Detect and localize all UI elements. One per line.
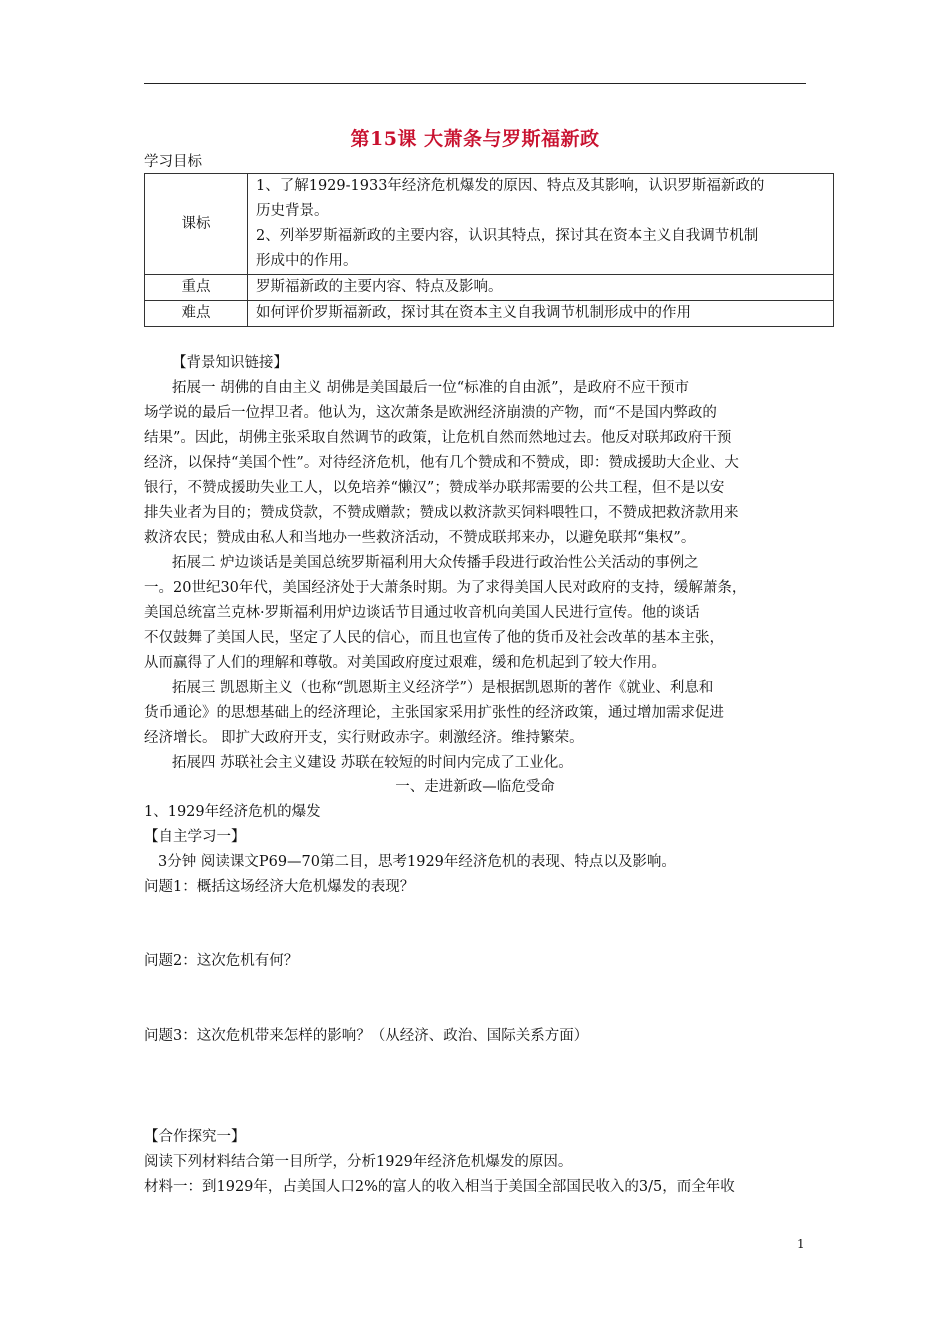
background-line: 拓展二 炉边谈话是美国总统罗斯福利用大众传播手段进行政治性公关活动的事例之 bbox=[172, 555, 699, 571]
material-1: 材料一：到1929年，占美国人口2%的富人的收入相当于美国全部国民收入的3/5，而全年收 bbox=[144, 1179, 735, 1195]
background-line: 银行，不赞成援助失业工人，以免培养“懒汉”；赞成举办联邦需要的公共工程，但不是以安 bbox=[144, 480, 725, 496]
background-line: 一。20世纪30年代，美国经济处于大萧条时期。为了求得美国人民对政府的支持，缓解萧条， bbox=[144, 580, 747, 596]
goals-key-curriculum: 课标 bbox=[145, 174, 248, 275]
page-number: 1 bbox=[797, 1237, 805, 1251]
background-line: 经济，以保持“美国个性”。对待经济危机，他有几个赞成和不赞成，即：赞成援助大企业、大 bbox=[144, 455, 739, 471]
background-line: 经济增长。 即扩大政府开支，实行财政赤字。刺激经济。维持繁荣。 bbox=[144, 730, 584, 746]
goals-value-focus: 罗斯福新政的主要内容、特点及影响。 bbox=[248, 275, 834, 301]
self-study-instruction: 3分钟 阅读课文P69—70第二目，思考1929年经济危机的表现、特点以及影响。 bbox=[158, 854, 676, 870]
question-1: 问题1：概括这场经济大危机爆发的表现？ bbox=[144, 879, 415, 895]
cooperative-heading: 【合作探究一】 bbox=[144, 1129, 246, 1145]
background-line: 救济农民；赞成由私人和当地办一些救济活动，不赞成联邦来办，以避免联邦“集权”。 bbox=[144, 530, 696, 546]
goals-key-difficulty: 难点 bbox=[145, 301, 248, 327]
table-cell-line: 2、列举罗斯福新政的主要内容，认识其特点，探讨其在资本主义自我调节机制 bbox=[256, 228, 759, 244]
table-cell-line: 历史背景。 bbox=[256, 203, 329, 219]
background-line: 美国总统富兰克林·罗斯福利用炉边谈话节目通过收音机向美国人民进行宣传。他的谈话 bbox=[144, 605, 700, 621]
section-heading: 一、走进新政—临危受命 bbox=[395, 779, 555, 795]
background-line: 拓展四 苏联社会主义建设 苏联在较短的时间内完成了工业化。 bbox=[172, 755, 573, 771]
background-heading: 【背景知识链接】 bbox=[172, 355, 288, 371]
table-row bbox=[145, 174, 834, 275]
background-line: 货币通论》的思想基础上的经济理论，主张国家采用扩张性的经济政策，通过增加需求促进 bbox=[144, 705, 724, 721]
table-row bbox=[145, 275, 834, 301]
background-line: 排失业者为目的；赞成贷款，不赞成赠款；赞成以救济款买饲料喂牲口，不赞成把救济款用来 bbox=[144, 505, 739, 521]
subsection-heading: 1、1929年经济危机的爆发 bbox=[144, 804, 321, 820]
question-3: 问题3：这次危机带来怎样的影响？（从经济、政治、国际关系方面） bbox=[144, 1028, 589, 1044]
background-line: 拓展一 胡佛的自由主义 胡佛是美国最后一位“标准的自由派”，是政府不应干预市 bbox=[172, 380, 690, 396]
cooperative-instruction: 阅读下列材料结合第一目所学，分析1929年经济危机爆发的原因。 bbox=[144, 1154, 573, 1170]
goals-value-difficulty: 如何评价罗斯福新政，探讨其在资本主义自我调节机制形成中的作用 bbox=[248, 301, 834, 327]
table-cell-line: 1、了解1929-1933年经济危机爆发的原因、特点及其影响，认识罗斯福新政的 bbox=[256, 178, 765, 194]
goals-table bbox=[144, 173, 834, 327]
goals-value-curriculum bbox=[248, 174, 834, 275]
self-study-heading: 【自主学习一】 bbox=[144, 829, 246, 845]
background-line: 从而赢得了人们的理解和尊敬。对美国政府度过艰难，缓和危机起到了较大作用。 bbox=[144, 655, 666, 671]
background-line: 拓展三 凯恩斯主义（也称“凯恩斯主义经济学”）是根据凯恩斯的著作《就业、利息和 bbox=[172, 680, 714, 696]
table-cell-line: 形成中的作用。 bbox=[256, 253, 358, 269]
background-line: 不仅鼓舞了美国人民，坚定了人民的信心，而且也宣传了他的货币及社会改革的基本主张， bbox=[144, 630, 724, 646]
header-rule bbox=[144, 83, 806, 84]
question-2: 问题2：这次危机有何？ bbox=[144, 953, 299, 969]
goals-heading: 学习目标 bbox=[144, 154, 202, 170]
background-line: 场学说的最后一位捍卫者。他认为，这次萧条是欧洲经济崩溃的产物，而“不是国内弊政的 bbox=[144, 405, 717, 421]
background-line: 结果”。因此，胡佛主张采取自然调节的政策，让危机自然而然地过去。他反对联邦政府干预 bbox=[144, 430, 732, 446]
page-title: 第15课 大萧条与罗斯福新政 bbox=[350, 128, 600, 150]
goals-key-focus: 重点 bbox=[145, 275, 248, 301]
table-row bbox=[145, 301, 834, 327]
